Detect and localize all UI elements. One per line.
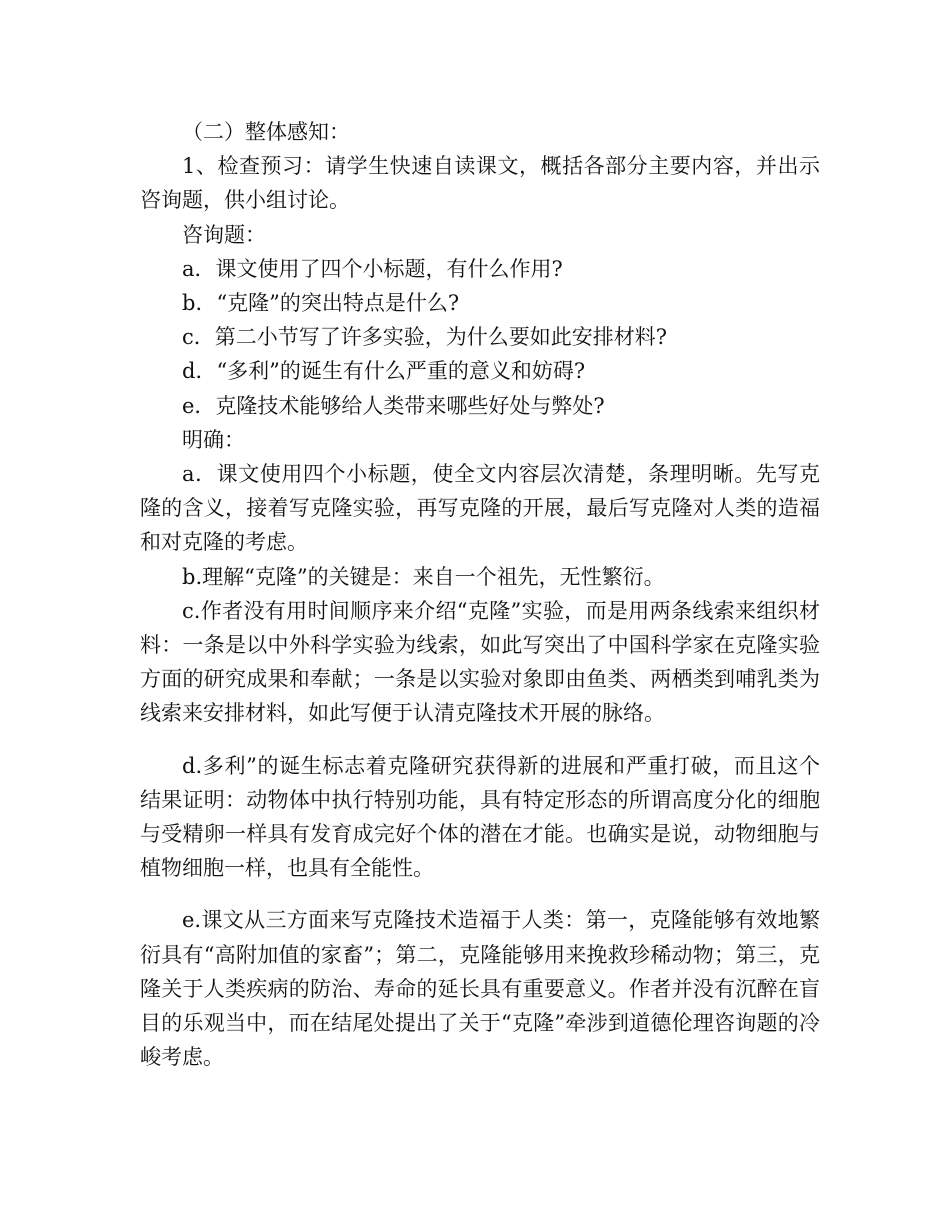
question-c: c．第二小节写了许多实验，为什么要如此安排材料? [182,325,668,350]
answer-d: d.多利”的诞生标志着克隆研究获得新的进展和严重打破，而且这个结果证明：动物体中执行特别功能，具有特定形态的所谓高度分化的细胞与受精卵一样具有发育成完好个体的潜在才能。也确实是说，动物细胞与植物细胞一样，也具有全能性。 [140,753,820,881]
answers-heading: 明确： [182,427,245,452]
preview-instruction: 1、检查预习：请学生快速自读课文，概括各部分主要内容，并出示咨询题，供小组讨论。 [140,154,820,213]
question-a: a．课文使用了四个小标题，有什么作用? [182,256,563,281]
section-heading: （二）整体感知： [182,120,350,144]
answer-e: e.课文从三方面来写克隆技术造福于人类：第一，克隆能够有效地繁衍具有“高附加值的家畜”；第二，克隆能够用来挽救珍稀动物；第三，克隆关于人类疾病的防治、寿命的延长具有重要意义。作者并没有沉醉在盲目的乐观当中，而在结尾处提出了关于“克隆”牵涉到道德伦理咨询题的冷峻考虑。 [140,908,820,1070]
question-e: e．克隆技术能够给人类带来哪些好处与弊处? [182,393,605,418]
questions-heading: 咨询题： [182,222,266,247]
answer-b: b.理解“克隆”的关键是：来自一个祖先，无性繁衍。 [182,564,665,589]
question-d: d．“多利”的诞生有什么严重的意义和妨碍? [182,359,586,384]
question-b: b．“克隆”的突出特点是什么? [182,291,460,316]
answer-c: c.作者没有用时间顺序来介绍“克隆”实验，而是用两条线索来组织材料：一条是以中外科学实验为线索，如此写突出了中国科学家在克隆实验方面的研究成果和奉献；一条是以实验对象即由鱼类、两栖类到哺乳类为线索来安排材料，如此写便于认清克隆技术开展的脉络。 [140,598,820,726]
document-body [140,115,820,1074]
answer-a: a．课文使用四个小标题，使全文内容层次清楚，条理明晰。先写克隆的含义，接着写克隆实验，再写克隆的开展，最后写克隆对人类的造福和对克隆的考虑。 [140,462,820,555]
